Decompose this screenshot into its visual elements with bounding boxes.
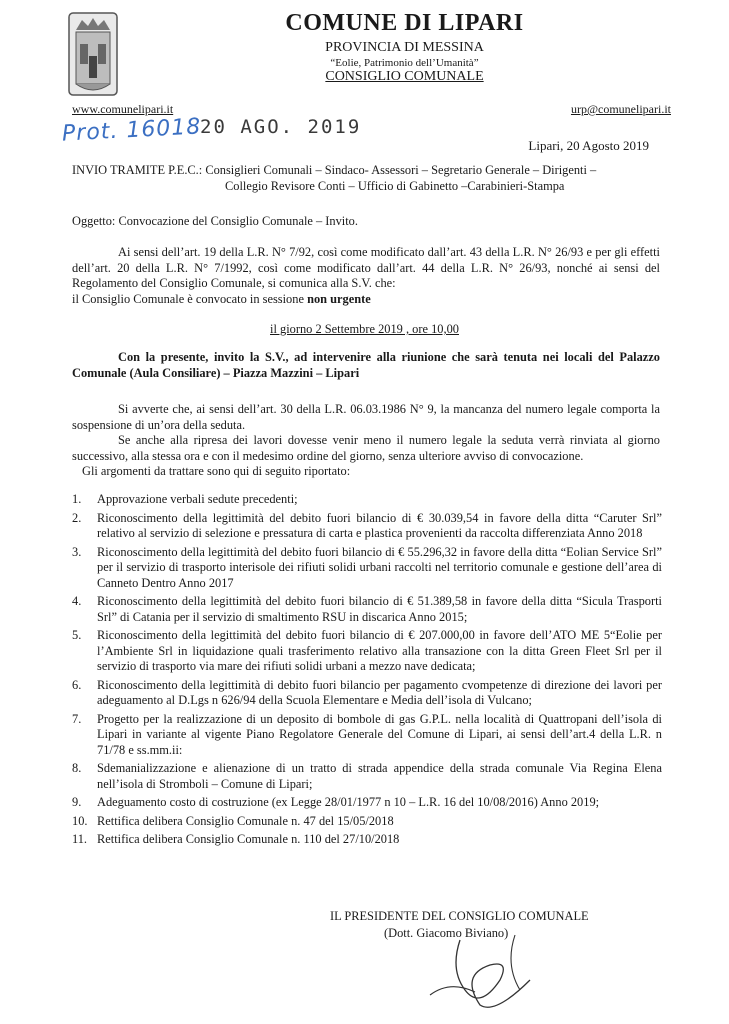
intro-paragraph	[72, 245, 660, 307]
item-number: 9.	[72, 795, 82, 809]
handwritten-signature-icon	[420, 920, 540, 1020]
signatory-title: IL PRESIDENTE DEL CONSIGLIO COMUNALE	[330, 909, 589, 923]
signatory-name: (Dott. Giacomo Biviano)	[384, 926, 509, 940]
list-item	[72, 628, 662, 675]
motto-label: “Eolie, Patrimonio dell’Umanità”	[330, 57, 479, 69]
list-item	[72, 712, 662, 759]
item-number: 6.	[72, 677, 82, 692]
item-number: 4.	[72, 594, 82, 608]
item-number: 8.	[72, 761, 82, 775]
agenda-list	[72, 492, 662, 851]
date-stamp: 20 AGO. 2019	[200, 116, 362, 138]
list-item	[72, 545, 662, 592]
item-text: Rettifica delibera Consiglio Comunale n. 110 del 27/10/2018	[97, 832, 400, 846]
item-text: Approvazione verbali sedute precedenti;	[97, 492, 298, 506]
list-item	[72, 761, 662, 792]
notices-block	[72, 402, 660, 480]
invitation-text: Con la presente, invito la S.V., ad intervenire alla riunione che sarà tenuta nei locali del Palazzo Comunale (Aula Consiliare) – Piazza Mazzini – Lipari	[72, 350, 660, 380]
email-link[interactable]: urp@comunelipari.it	[570, 102, 671, 116]
list-item	[72, 814, 662, 830]
intro-text: Ai sensi dell’art. 19 della L.R. N° 7/92, così come modificato dall’art. 43 della L.R. N° 26/93 e per gli effetti dell’art. 20 della L.R. N° 7/1992, così come modificato dall’art. 44 della L.R. N° 26/93, nonché ai sensi del Regolamento del Consiglio Comunale, si comunica alla S.V. che:	[72, 245, 660, 290]
handwritten-protocol: Prot. 16018	[61, 114, 202, 147]
date-line: Lipari, 20 Agosto 2019	[528, 138, 649, 153]
item-number: 10.	[72, 813, 88, 828]
recipients-line-2: Collegio Revisore Conti – Ufficio di Gabinetto –Carabinieri-Stampa	[225, 178, 565, 193]
notice-2: Se anche alla ripresa dei lavori dovesse venir meno il numero legale la seduta verrà rinviata al giorno successivo, alla stessa ora e con il medesimo ordine del giorno, senza ulteriore avviso di convocazione.	[72, 433, 660, 463]
organo-label: CONSIGLIO COMUNALE	[325, 69, 484, 84]
item-text: Riconoscimento della legittimità di debito fuori bilancio per pagamento cvompetenze di direzione dei lavori per adeguamento al D.Lgs n 626/94 della Scuola Elementare e Media dell’isola di Vulcano;	[97, 677, 662, 707]
list-item	[72, 795, 662, 811]
invitation-paragraph	[72, 350, 660, 381]
website-link[interactable]: www.comunelipari.it	[72, 102, 174, 116]
convocation-line	[72, 292, 660, 308]
list-item	[72, 832, 662, 848]
item-text: Riconoscimento della legittimità del debito fuori bilancio di € 207.000,00 in favore dell’ATO ME 5“Eolie per l’Ambiente Srl in liquidazione quali trasferimento relativo alla transazione con la ditta Green Fleet Srl per il servizio di trasporto via mare dei rifiuti solidi urbani a mezzo nave dedicata;	[97, 628, 662, 673]
item-text: Riconoscimento della legittimità del debito fuori bilancio di € 51.389,58 in favore della ditta “Sicula Trasporti Srl” di Catania per il servizio di smaltimento RSU in discarica Anno 2015;	[97, 594, 662, 624]
list-item	[72, 678, 662, 709]
convocation-text: il Consiglio Comunale è convocato in sessione	[72, 291, 308, 306]
session-type: non urgente	[307, 291, 371, 306]
recipients-block	[72, 163, 660, 194]
item-number: 5.	[72, 628, 82, 642]
item-number: 3.	[72, 544, 82, 559]
item-number: 2.	[72, 510, 82, 525]
item-number: 1.	[72, 492, 82, 506]
meeting-date: il giorno 2 Settembre 2019 , ore 10,00	[270, 322, 459, 336]
notice-3: Gli argomenti da trattare sono qui di seguito riportato:	[82, 464, 351, 478]
item-number: 11.	[72, 832, 88, 846]
item-text: Progetto per la realizzazione di un deposito di bombole di gas G.P.L. nella località di Quattropani dell’isola di Lipari in variante al vigente Piano Regolatore Generale del Comune di Lipari, ai sensi dell’art.4 della L.R. n 71/78 e ss.mm.ii:	[97, 711, 662, 757]
item-text: Riconoscimento della legittimità del debito fuori bilancio di € 30.039,54 in favore della ditta “Caruter Srl” relativo al servizio di selezione e pressatura di carta e plastica provenienti da raccolta differenziata Anno 2018	[97, 510, 662, 540]
comune-title: COMUNE DI LIPARI	[285, 10, 524, 36]
item-text: Sdemanializzazione e alienazione di un tratto di strada appendice della strada comunale Via Regina Elena nell’isola di Stromboli – Comune di Lipari;	[97, 761, 662, 791]
list-item	[72, 594, 662, 625]
item-text: Adeguamento costo di costruzione (ex Legge 28/01/1977 n 10 – L.R. 16 del 10/08/2016) Anno 2019;	[97, 795, 600, 809]
list-item	[72, 492, 662, 508]
list-item	[72, 511, 662, 542]
item-text: Riconoscimento della legittimità del debito fuori bilancio di € 55.296,32 in favore della ditta “Eolian Service Srl” per il servizio di trasporto interisole dei rifiuti solidi urbani raccolti nel territorio comunale e gestione dell’area di Canneto Dentro Anno 2017	[97, 544, 662, 590]
item-number: 7.	[72, 711, 82, 726]
recipients-line-1: INVIO TRAMITE P.E.C.: Consiglieri Comunali – Sindaco- Assessori – Segretario Generale – Dirigenti –	[72, 163, 597, 177]
provincia-label: PROVINCIA DI MESSINA	[325, 40, 484, 55]
subject-line: Oggetto: Convocazione del Consiglio Comunale – Invito.	[72, 214, 358, 228]
item-text: Rettifica delibera Consiglio Comunale n. 47 del 15/05/2018	[97, 813, 394, 828]
notice-1: Si avverte che, ai sensi dell’art. 30 della L.R. 06.03.1986 N° 9, la mancanza del numero legale comporta la sospensione di un’ora della seduta.	[72, 402, 660, 432]
